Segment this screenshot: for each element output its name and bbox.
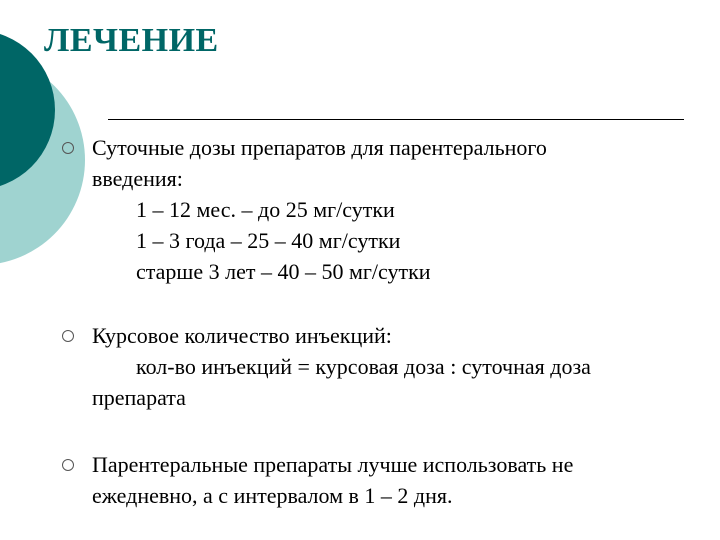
item-text-line: введения: (92, 166, 183, 191)
item-text-line: Курсовое количество инъекций: (92, 323, 392, 348)
item-text-line: препарата (92, 385, 186, 410)
title-divider (108, 119, 684, 120)
list-item-course-injections (92, 320, 692, 413)
list-item-daily-doses (92, 132, 692, 287)
item-text-line: Парентеральные препараты лучше использовать не (92, 452, 574, 477)
list-item-interval-use (92, 449, 692, 511)
dose-row: 1 – 3 года – 25 – 40 мг/сутки (136, 228, 401, 253)
page-title: ЛЕЧЕНИЕ (44, 22, 219, 59)
item-text-line: ежедневно, а с интервалом в 1 – 2 дня. (92, 483, 453, 508)
formula-line: кол-во инъекций = курсовая доза : суточная доза (136, 354, 591, 379)
item-text-line: Суточные дозы препаратов для парентерального (92, 135, 547, 160)
circle-bullet-icon (62, 142, 74, 154)
circle-bullet-icon (62, 330, 74, 342)
dose-row: 1 – 12 мес. – до 25 мг/сутки (136, 197, 395, 222)
circle-bullet-icon (62, 459, 74, 471)
dose-row: старше 3 лет – 40 – 50 мг/сутки (136, 259, 431, 284)
